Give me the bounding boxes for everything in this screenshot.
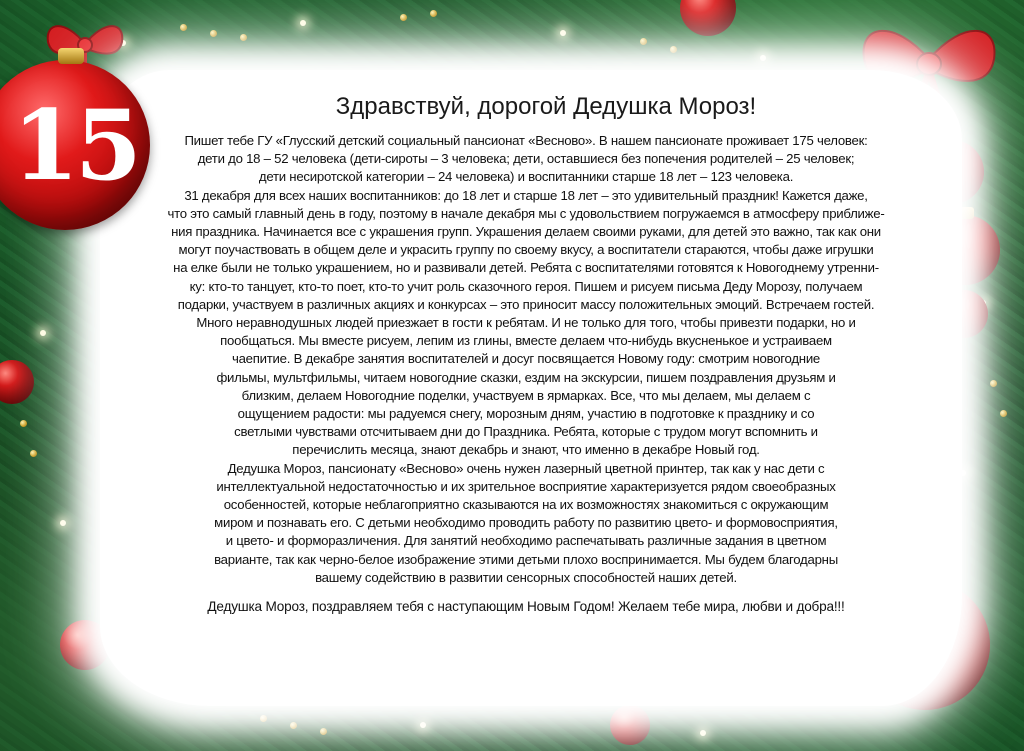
letter-line: Много неравнодушных людей приезжает в гости к ребятам. И не только для того, чтобы привезти подарки, но и (196, 315, 856, 331)
letter-line: и цвето- и форморазличения. Для занятий необходимо распечатывать различные задания в цветном (225, 533, 827, 549)
sparkle-decoration (300, 20, 306, 26)
letter-line: ния праздника. Начинается все с украшения групп. Украшения делаем своими руками, для детей это важно, так как они (171, 224, 881, 240)
letter-line: дети до 18 – 52 человека (дети-сироты – 3 человека; дети, оставшиеся без попечения родителей – 25 человек; (197, 151, 855, 167)
letter-line: Пишет тебе ГУ «Глусский детский социальный пансионат «Весново». В нашем пансионате проживает 175 человек: (184, 133, 868, 148)
garland-bead (990, 380, 997, 387)
letter-line: на елке были не только украшением, но и развивали детей. Ребята с воспитателями готовятся к Новогоднему утренни- (173, 260, 879, 276)
letter-line: миром и познавать его. С детьми необходимо проводить работу по развитию цвето- и формовосприятия, (214, 515, 838, 531)
sparkle-decoration (60, 520, 66, 526)
letter-line: интеллектуальной недостаточностью и их зрительное восприятие характеризуется рядом своеобразных (216, 478, 836, 494)
letter-line: могут поучаствовать в общем деле и украсить группу по своему вкусу, а воспитатели стараются, чтобы даже игрушки (178, 242, 874, 258)
garland-bead (240, 34, 247, 41)
garland-bead (320, 728, 327, 735)
garland-bead (210, 30, 217, 37)
letter-line: фильмы, мультфильмы, читаем новогодние сказки, ездим на экскурсии, пишем поздравления друзьям и (216, 369, 836, 385)
letter-line: дети несиротской категории – 24 человека) и воспитанники старше 18 лет – 123 человека. (258, 169, 794, 185)
letter-line: пообщаться. Мы вместе рисуем, лепим из глины, вместе делаем что-нибудь вкусненькое и устраиваем (220, 333, 832, 349)
letter-content (108, 92, 944, 614)
letter-line: близким, делаем Новогодние поделки, участвуем в ярмарках. Все, что мы делаем, мы делаем с (241, 387, 811, 403)
garland-bead (400, 14, 407, 21)
letter-line: подарки, участвуем в различных акциях и конкурсах – это приносит массу положительных эмоций. Встречаем гостей. (177, 296, 875, 312)
red-ornament (610, 705, 650, 745)
letter-line: перечислить месяца, знают декабрь и знают, что именно в декабре Новый год. (292, 442, 760, 458)
letter-closing: Дедушка Мороз, поздравляем тебя с наступающим Новым Годом! Желаем тебе мира, любви и добра!!! (207, 599, 845, 615)
sparkle-decoration (40, 330, 46, 336)
letter-line: ощущением радости: мы радуемся снегу, морозным дням, участию в подготовке к празднику и со (237, 406, 815, 422)
garland-bead (20, 420, 27, 427)
letter-number: 15 (12, 88, 138, 202)
letter-line: особенностей, которые неблагоприятно сказываются на их возможностях знакомиться с окружающим (223, 497, 829, 513)
garland-bead (640, 38, 647, 45)
letter-line: что это самый главный день в году, поэтому в начале декабря мы с удовольствием погружаемся в атмосферу приближе- (167, 205, 885, 221)
letter-line: вашему содействию в развитии сенсорных способностей наших детей. (315, 569, 737, 585)
garland-bead (290, 722, 297, 729)
letter-line: 31 декабря для всех наших воспитанников: до 18 лет и старше 18 лет – это удивительный праздник! Кажется даже, (184, 187, 868, 203)
sparkle-decoration (760, 55, 766, 61)
letter-title: Здравствуй, дорогой Дедушка Мороз! (335, 93, 757, 120)
letter-body (108, 132, 944, 587)
garland-bead (430, 10, 437, 17)
garland-bead (260, 715, 267, 722)
garland-bead (30, 450, 37, 457)
letter-line: светлыми чувствами отсчитываем дни до Праздника. Ребята, которые с трудом могут вспомнить и (234, 424, 818, 440)
garland-bead (670, 46, 677, 53)
sparkle-decoration (560, 30, 566, 36)
letter-line: Дедушка Мороз, пансионату «Весново» очень нужен лазерный цветной принтер, так как у нас дети с (227, 460, 825, 476)
sparkle-decoration (420, 722, 426, 728)
letter-line: ку: кто-то танцует, кто-то поет, кто-то учит роль сказочного героя. Пишем и рисуем письма Деду Морозу, получаем (189, 278, 863, 294)
letter-line: чаепитие. В декабре занятия воспитателей и досуг посвящается Новому году: смотрим новогодние (231, 351, 821, 367)
sparkle-decoration (700, 730, 706, 736)
garland-bead (1000, 410, 1007, 417)
letter-line: варианте, так как черно-белое изображение этими детьми плохо воспринимается. Мы будем благодарны (214, 551, 838, 567)
garland-bead (180, 24, 187, 31)
